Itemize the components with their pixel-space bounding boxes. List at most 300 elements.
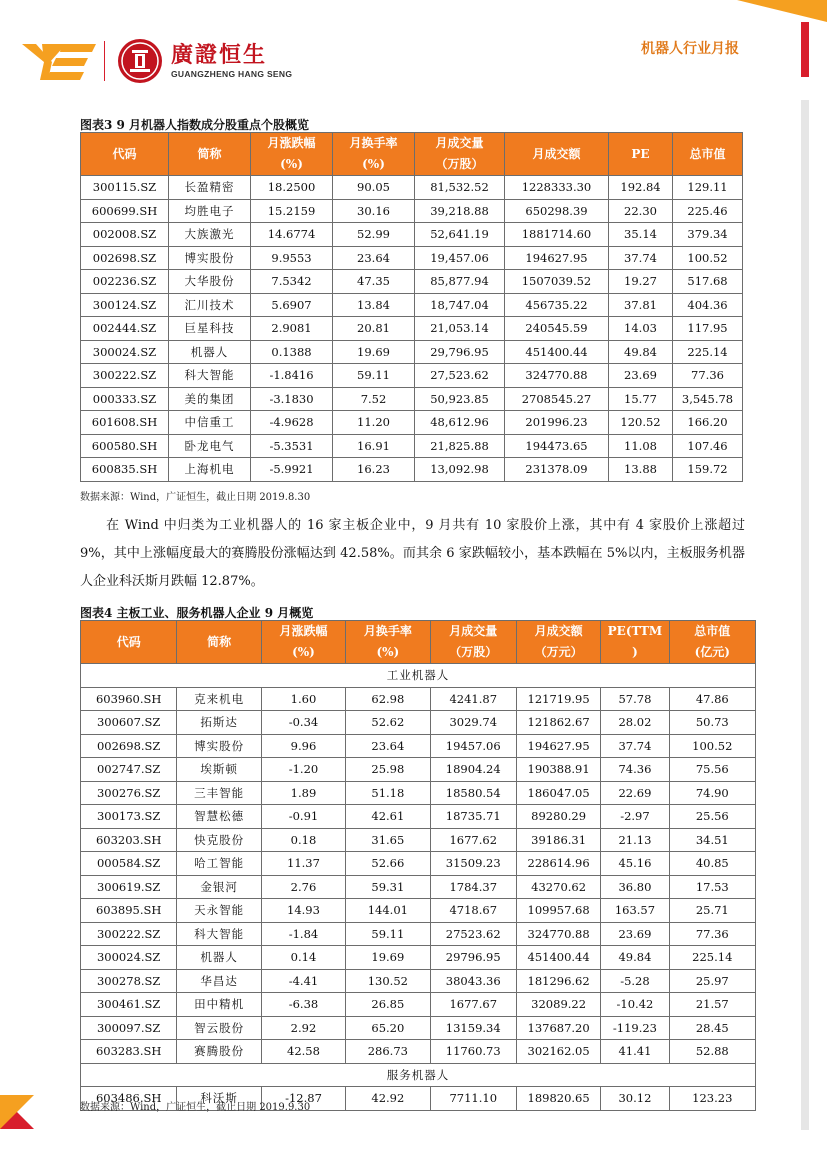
table-cell: 49.84	[609, 340, 673, 364]
table-cell: 25.56	[669, 805, 755, 829]
table-cell: 37.81	[609, 293, 673, 317]
table-cell: 3,545.78	[673, 387, 743, 411]
table-cell: 121719.95	[516, 687, 600, 711]
table-cell: 华昌达	[177, 969, 261, 993]
logo-separator	[104, 41, 105, 81]
table-cell: -119.23	[601, 1016, 669, 1040]
table-cell: 451400.44	[516, 946, 600, 970]
table-cell: 603486.SH	[81, 1087, 177, 1111]
table-row	[81, 758, 756, 782]
table-cell: 302162.05	[516, 1040, 600, 1064]
table-cell: 31.65	[346, 828, 430, 852]
table-cell: 300024.SZ	[81, 340, 169, 364]
table-cell: 186047.05	[516, 781, 600, 805]
table-cell: 9.96	[261, 734, 345, 758]
table-cell: 45.16	[601, 852, 669, 876]
table-cell: 300097.SZ	[81, 1016, 177, 1040]
column-header-text: 月成交额	[534, 624, 583, 638]
table-cell: 002698.SZ	[81, 246, 169, 270]
brand-logo	[22, 34, 292, 88]
table-cell: 7.5342	[251, 270, 333, 294]
table-cell: 2708545.27	[505, 387, 609, 411]
table-cell: 36.80	[601, 875, 669, 899]
table-cell: 11.08	[609, 434, 673, 458]
column-header	[516, 621, 600, 664]
table-cell: -4.41	[261, 969, 345, 993]
table-cell: -1.8416	[251, 364, 333, 388]
table-cell: 52.88	[669, 1040, 755, 1064]
table-cell: 20.81	[333, 317, 415, 341]
table-cell: 39,218.88	[415, 199, 505, 223]
table-cell: 23.69	[601, 922, 669, 946]
column-header	[609, 133, 673, 176]
column-header	[169, 133, 251, 176]
table-cell: 002444.SZ	[81, 317, 169, 341]
table-row	[81, 387, 743, 411]
column-header	[673, 133, 743, 176]
table-cell: -1.20	[261, 758, 345, 782]
table-cell: 57.78	[601, 687, 669, 711]
table-cell: 123.23	[669, 1087, 755, 1111]
table-cell: 3029.74	[430, 711, 516, 735]
table-cell: 517.68	[673, 270, 743, 294]
table-row	[81, 1040, 756, 1064]
table-cell: 2.9081	[251, 317, 333, 341]
table-cell: 1.60	[261, 687, 345, 711]
table-cell: 29,796.95	[415, 340, 505, 364]
table-cell: 000333.SZ	[81, 387, 169, 411]
column-header-text: （万股）	[435, 157, 484, 171]
table-cell: 90.05	[333, 176, 415, 200]
table4-caption: 图表4 主板工业、服务机器人企业 9 月概览	[80, 606, 314, 620]
table-cell: 三丰智能	[177, 781, 261, 805]
table-cell: 300222.SZ	[81, 364, 169, 388]
table-cell: 117.95	[673, 317, 743, 341]
table-cell: 27,523.62	[415, 364, 505, 388]
table-cell: 77.36	[669, 922, 755, 946]
logo-chinese-name: 廣證恒生	[171, 43, 268, 68]
table-cell: 0.14	[261, 946, 345, 970]
table-cell: 194627.95	[516, 734, 600, 758]
table-cell: -2.97	[601, 805, 669, 829]
table-cell: 166.20	[673, 411, 743, 435]
table-cell: 603203.SH	[81, 828, 177, 852]
table-cell: 300173.SZ	[81, 805, 177, 829]
column-header-text: 代码	[112, 146, 137, 161]
table-cell: 23.64	[346, 734, 430, 758]
table3-source: 数据来源：Wind，广证恒生，截止日期 2019.8.30	[80, 492, 311, 503]
table-cell: 600699.SH	[81, 199, 169, 223]
table-cell: 300276.SZ	[81, 781, 177, 805]
table-cell: 52.99	[333, 223, 415, 247]
table-cell: 451400.44	[505, 340, 609, 364]
column-header-text: (%)	[280, 157, 303, 171]
table-cell: 300619.SZ	[81, 875, 177, 899]
table-cell: 21,053.14	[415, 317, 505, 341]
seal-logo-icon	[117, 38, 163, 84]
table4	[80, 620, 756, 1111]
table-cell: 哈工智能	[177, 852, 261, 876]
table-cell: 拓斯达	[177, 711, 261, 735]
table-cell: 22.69	[601, 781, 669, 805]
column-header-text: 简称	[197, 146, 222, 161]
table-cell: 002236.SZ	[81, 270, 169, 294]
table-cell: 19.69	[333, 340, 415, 364]
table-cell: -0.91	[261, 805, 345, 829]
table-row	[81, 411, 743, 435]
table-cell: 23.64	[333, 246, 415, 270]
corner-decoration-top-right	[737, 0, 827, 22]
table-cell: 2.76	[261, 875, 345, 899]
table-cell: 81,532.52	[415, 176, 505, 200]
table-cell: 603895.SH	[81, 899, 177, 923]
table-cell: 21.13	[601, 828, 669, 852]
table-cell: 汇川技术	[169, 293, 251, 317]
table-cell: 15.2159	[251, 199, 333, 223]
table-row	[81, 946, 756, 970]
table-cell: 1.89	[261, 781, 345, 805]
table-cell: 130.52	[346, 969, 430, 993]
table-cell: 5.6907	[251, 293, 333, 317]
table-cell: 18735.71	[430, 805, 516, 829]
table-row	[81, 199, 743, 223]
table-cell: 14.93	[261, 899, 345, 923]
table-cell: 194473.65	[505, 434, 609, 458]
column-header-text: 月换手率	[349, 136, 398, 150]
column-header-text: 月成交量	[435, 136, 484, 150]
table-cell: 603283.SH	[81, 1040, 177, 1064]
table-cell: 85,877.94	[415, 270, 505, 294]
table-cell: 137687.20	[516, 1016, 600, 1040]
table-row	[81, 246, 743, 270]
table-cell: -12.87	[261, 1087, 345, 1111]
table-cell: 智慧松德	[177, 805, 261, 829]
table3-body	[81, 176, 743, 482]
table-cell: 286.73	[346, 1040, 430, 1064]
table-cell: 601608.SH	[81, 411, 169, 435]
table-row	[81, 293, 743, 317]
table-cell: 59.11	[346, 922, 430, 946]
column-header	[346, 621, 430, 664]
table-cell: 300024.SZ	[81, 946, 177, 970]
table-cell: 74.36	[601, 758, 669, 782]
table-cell: 14.6774	[251, 223, 333, 247]
table-cell: 002008.SZ	[81, 223, 169, 247]
table-cell: 300222.SZ	[81, 922, 177, 946]
table-cell: 18.2500	[251, 176, 333, 200]
table-cell: -5.3531	[251, 434, 333, 458]
column-header-text: 简称	[207, 634, 232, 649]
side-accent-bar	[801, 22, 809, 77]
table-cell: 美的集团	[169, 387, 251, 411]
table-cell: 603960.SH	[81, 687, 177, 711]
column-header	[505, 133, 609, 176]
table-cell: 11.37	[261, 852, 345, 876]
table-cell: 52.62	[346, 711, 430, 735]
table-cell: 107.46	[673, 434, 743, 458]
table-cell: 600835.SH	[81, 458, 169, 482]
column-header	[251, 133, 333, 176]
column-header	[261, 621, 345, 664]
table-row	[81, 223, 743, 247]
table-cell: 巨星科技	[169, 317, 251, 341]
section-row	[81, 664, 756, 688]
table-cell: 11.20	[333, 411, 415, 435]
table-cell: 100.52	[673, 246, 743, 270]
table3	[80, 132, 743, 482]
column-header	[333, 133, 415, 176]
column-header-text: 代码	[116, 634, 141, 649]
column-header-text: )	[632, 645, 638, 659]
table-cell: 30.12	[601, 1087, 669, 1111]
table-cell: 42.61	[346, 805, 430, 829]
table-cell: -5.9921	[251, 458, 333, 482]
table-cell: 121862.67	[516, 711, 600, 735]
table-cell: 卧龙电气	[169, 434, 251, 458]
table-cell: 194627.95	[505, 246, 609, 270]
column-header-text: （万元）	[534, 645, 583, 659]
table-cell: 48,612.96	[415, 411, 505, 435]
table-cell: 240545.59	[505, 317, 609, 341]
table-cell: 中信重工	[169, 411, 251, 435]
table-cell: 23.69	[609, 364, 673, 388]
table-cell: 长盈精密	[169, 176, 251, 200]
table-cell: 49.84	[601, 946, 669, 970]
table-cell: 30.16	[333, 199, 415, 223]
table-row	[81, 270, 743, 294]
table-cell: 7.52	[333, 387, 415, 411]
table-cell: 博实股份	[169, 246, 251, 270]
table-cell: 100.52	[669, 734, 755, 758]
table-cell: 科大智能	[177, 922, 261, 946]
table-cell: 77.36	[673, 364, 743, 388]
table-cell: 42.58	[261, 1040, 345, 1064]
table-cell: 650298.39	[505, 199, 609, 223]
table-cell: 41.41	[601, 1040, 669, 1064]
column-header	[601, 621, 669, 664]
table-cell: 002747.SZ	[81, 758, 177, 782]
corner-decoration-bottom-left	[0, 1095, 34, 1129]
table-cell: 50.73	[669, 711, 755, 735]
table-cell: 7711.10	[430, 1087, 516, 1111]
table-row	[81, 734, 756, 758]
table-cell: 智云股份	[177, 1016, 261, 1040]
table-cell: 赛腾股份	[177, 1040, 261, 1064]
column-header	[81, 621, 177, 664]
table-cell: 39186.31	[516, 828, 600, 852]
table-cell: -6.38	[261, 993, 345, 1017]
table-cell: 天永智能	[177, 899, 261, 923]
table-cell: 机器人	[177, 946, 261, 970]
table-cell: 300278.SZ	[81, 969, 177, 993]
table-row	[81, 969, 756, 993]
column-header-text: (%)	[292, 645, 315, 659]
table-cell: 13.84	[333, 293, 415, 317]
column-header-text: 月涨跌幅	[279, 624, 328, 638]
table-cell: -4.9628	[251, 411, 333, 435]
table-row	[81, 176, 743, 200]
table-row	[81, 687, 756, 711]
table-cell: 228614.96	[516, 852, 600, 876]
table-cell: 4718.67	[430, 899, 516, 923]
table-cell: 均胜电子	[169, 199, 251, 223]
table-cell: 002698.SZ	[81, 734, 177, 758]
column-header-text: 总市值	[694, 624, 731, 638]
table-cell: 金银河	[177, 875, 261, 899]
column-header-text: 月成交额	[532, 146, 581, 161]
table-cell: 000584.SZ	[81, 852, 177, 876]
table-cell: 129.11	[673, 176, 743, 200]
table-cell: 25.71	[669, 899, 755, 923]
table-cell: 25.98	[346, 758, 430, 782]
table-cell: 324770.88	[516, 922, 600, 946]
table-cell: 144.01	[346, 899, 430, 923]
column-header	[81, 133, 169, 176]
table-cell: 19.27	[609, 270, 673, 294]
table-cell: 34.51	[669, 828, 755, 852]
table-cell: 1881714.60	[505, 223, 609, 247]
table-cell: 15.77	[609, 387, 673, 411]
table-cell: 28.45	[669, 1016, 755, 1040]
table-cell: 31509.23	[430, 852, 516, 876]
table-row	[81, 340, 743, 364]
table-cell: 300115.SZ	[81, 176, 169, 200]
table-cell: 190388.91	[516, 758, 600, 782]
table-cell: 40.85	[669, 852, 755, 876]
table-cell: 300124.SZ	[81, 293, 169, 317]
table-cell: 27523.62	[430, 922, 516, 946]
table-cell: 13.88	[609, 458, 673, 482]
table-cell: 37.74	[601, 734, 669, 758]
table-cell: 225.14	[669, 946, 755, 970]
table-cell: 25.97	[669, 969, 755, 993]
table-cell: 1228333.30	[505, 176, 609, 200]
table-cell: 192.84	[609, 176, 673, 200]
table-cell: 9.9553	[251, 246, 333, 270]
table4-header-row	[81, 621, 756, 664]
table-cell: 404.36	[673, 293, 743, 317]
table-cell: 52.66	[346, 852, 430, 876]
table-cell: 38043.36	[430, 969, 516, 993]
table-cell: 14.03	[609, 317, 673, 341]
table-cell: 11760.73	[430, 1040, 516, 1064]
table-cell: 225.46	[673, 199, 743, 223]
column-header-text: PE(TTM	[607, 624, 663, 638]
section-label: 服务机器人	[81, 1063, 756, 1087]
table-cell: 科沃斯	[177, 1087, 261, 1111]
table-cell: 600580.SH	[81, 434, 169, 458]
column-header	[430, 621, 516, 664]
column-header-text: （万股）	[449, 645, 498, 659]
section-row	[81, 1063, 756, 1087]
logo-english-name: GUANGZHENG HANG SENG	[171, 69, 293, 79]
table-cell: 35.14	[609, 223, 673, 247]
table-row	[81, 993, 756, 1017]
table-row	[81, 317, 743, 341]
table-cell: 0.1388	[251, 340, 333, 364]
table-cell: 89280.29	[516, 805, 600, 829]
table-cell: 51.18	[346, 781, 430, 805]
table-cell: 21,825.88	[415, 434, 505, 458]
table-cell: 37.74	[609, 246, 673, 270]
table-cell: 13159.34	[430, 1016, 516, 1040]
table-cell: 26.85	[346, 993, 430, 1017]
table-row	[81, 805, 756, 829]
table-cell: 65.20	[346, 1016, 430, 1040]
table-cell: 324770.88	[505, 364, 609, 388]
table-cell: 大华股份	[169, 270, 251, 294]
table-cell: 上海机电	[169, 458, 251, 482]
table-cell: 74.90	[669, 781, 755, 805]
column-header-text: 总市值	[689, 146, 726, 161]
table-row	[81, 458, 743, 482]
analysis-paragraph: 在 Wind 中归类为工业机器人的 16 家主板企业中，9 月共有 10 家股价上涨，其中有 4 家股价上涨超过 9%，其中上涨幅度最大的赛腾股份涨幅达到 42.58%。而其余 6 家跌幅较小，基本跌幅在 5%以内，主板服务机器人企业科沃斯月跌幅 12.87%。	[80, 518, 745, 589]
table-cell: 博实股份	[177, 734, 261, 758]
table-cell: 50,923.85	[415, 387, 505, 411]
table-cell: -3.1830	[251, 387, 333, 411]
table-cell: 克来机电	[177, 687, 261, 711]
table-cell: 456735.22	[505, 293, 609, 317]
table-cell: 163.57	[601, 899, 669, 923]
table-cell: 大族激光	[169, 223, 251, 247]
table-cell: 300461.SZ	[81, 993, 177, 1017]
table-cell: 16.91	[333, 434, 415, 458]
table-cell: 16.23	[333, 458, 415, 482]
table4-body	[81, 664, 756, 1111]
table-cell: 28.02	[601, 711, 669, 735]
table-cell: 181296.62	[516, 969, 600, 993]
table-row	[81, 828, 756, 852]
column-header-text: (%)	[376, 645, 400, 659]
table-cell: 225.14	[673, 340, 743, 364]
table-row	[81, 781, 756, 805]
table-cell: 科大智能	[169, 364, 251, 388]
table-cell: 201996.23	[505, 411, 609, 435]
table-cell: 19,457.06	[415, 246, 505, 270]
table-cell: -5.28	[601, 969, 669, 993]
side-gray-bar	[801, 100, 809, 1130]
table-cell: 机器人	[169, 340, 251, 364]
column-header-text: 月换手率	[363, 624, 412, 638]
table-cell: -1.84	[261, 922, 345, 946]
table-cell: 1507039.52	[505, 270, 609, 294]
column-header-text: (亿元)	[694, 645, 730, 659]
table-cell: 0.18	[261, 828, 345, 852]
report-title: 机器人行业月报	[641, 41, 739, 57]
table-row	[81, 1016, 756, 1040]
table-cell: 59.11	[333, 364, 415, 388]
table-cell: -0.34	[261, 711, 345, 735]
ye-logo-icon	[22, 36, 96, 86]
table-cell: 109957.68	[516, 899, 600, 923]
table-cell: 13,092.98	[415, 458, 505, 482]
table-cell: 189820.65	[516, 1087, 600, 1111]
table-cell: 231378.09	[505, 458, 609, 482]
section-label: 工业机器人	[81, 664, 756, 688]
table-cell: 43270.62	[516, 875, 600, 899]
table-cell: 120.52	[609, 411, 673, 435]
table-cell: 42.92	[346, 1087, 430, 1111]
table-cell: 快克股份	[177, 828, 261, 852]
column-header-text: 月成交量	[449, 624, 498, 638]
table-row	[81, 922, 756, 946]
table-cell: -10.42	[601, 993, 669, 1017]
column-header-text: PE	[631, 146, 650, 161]
table-cell: 47.86	[669, 687, 755, 711]
table-cell: 32089.22	[516, 993, 600, 1017]
table-row	[81, 364, 743, 388]
table-cell: 19457.06	[430, 734, 516, 758]
